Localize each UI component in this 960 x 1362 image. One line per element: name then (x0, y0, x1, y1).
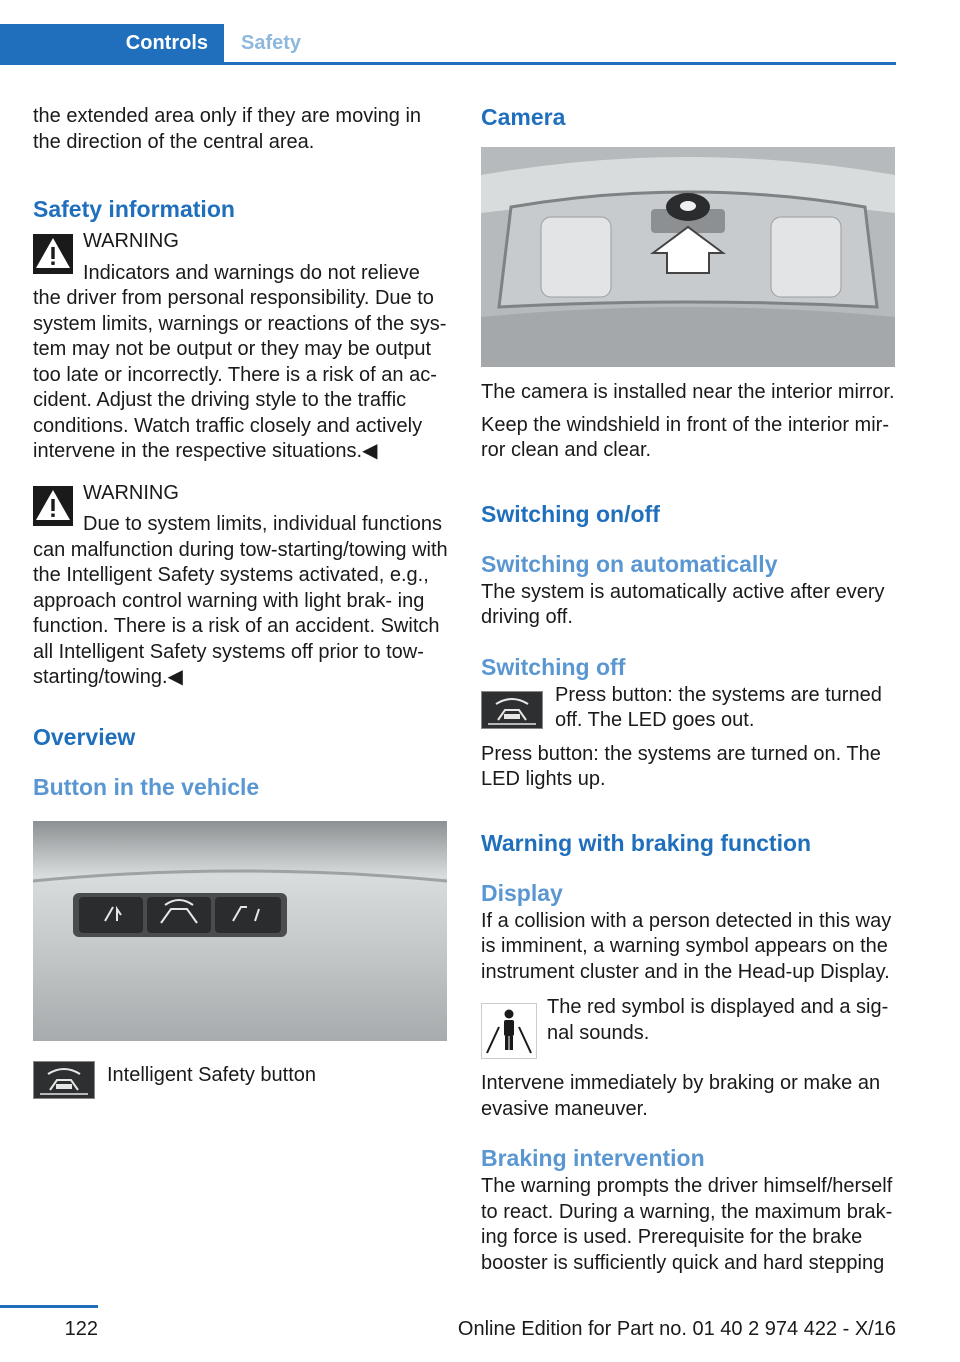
intervene-text: Intervene immediately by braking or make an evasive maneuver. (481, 1072, 881, 1120)
warning-2-title: WARNING (83, 481, 179, 504)
left-column (33, 100, 449, 1101)
braking-intervention-text: The warning prompts the driver himself/herself to react. During a warning, the maximum brak‐ ing force is used. Prerequisite for the brake booster is sufficiently quick and hard stepping (481, 1175, 893, 1274)
tab-controls[interactable]: Controls (0, 24, 224, 62)
braking-intervention-heading: Braking intervention (481, 1145, 705, 1171)
right-column (481, 100, 897, 1276)
switching-on-text: Press button: the systems are turned on. The LED lights up. (481, 742, 881, 790)
camera-heading: Camera (481, 104, 566, 130)
warning-block-2 (33, 481, 449, 691)
red-symbol-text: The red symbol is displayed and a sig‐ nal sounds. (547, 996, 889, 1044)
switching-heading: Switching on/off (481, 500, 660, 527)
warning-block-1 (33, 229, 449, 465)
display-text: If a collision with a person detected in this way is imminent, a warning symbol appears on the instrument cluster and in the Head-up Display. (481, 909, 892, 983)
switching-off-heading: Switching off (481, 653, 626, 680)
warning-1-text: Indicators and warnings do not relieve the driver from personal responsibility. Due to system limits, warnings or reactions of the sys‐ tem may not be output or they may be output too late or incorrectly. There is a risk of an ac‐ cident. Adjust the driving style to the traffic conditions. Watch traffic closely and actively intervene in the respective situations.◀ (33, 261, 447, 462)
red-symbol-row (481, 995, 897, 1055)
button-in-vehicle-heading: Button in the vehicle (33, 773, 260, 800)
button-panel-photo (33, 821, 447, 1041)
intelligent-safety-button-icon (33, 1061, 95, 1099)
switching-on-auto-heading: Switching on automatically (481, 550, 778, 577)
intelligent-safety-button-row (33, 1061, 449, 1101)
warning-triangle-icon (33, 234, 73, 274)
pedestrian-warning-icon (481, 1003, 537, 1059)
warning-1-title: WARNING (83, 230, 179, 252)
footer-rule (0, 1305, 98, 1308)
warning-braking-heading: Warning with braking function (481, 829, 812, 856)
overview-heading: Overview (33, 723, 136, 750)
edition-text: Online Edition for Part no. 01 40 2 974 422 - X/16 (457, 1318, 896, 1340)
safety-information-heading: Safety information (33, 196, 235, 222)
page-number: 122 (64, 1318, 98, 1340)
warning-2-text: Due to system limits, individual functions can malfunction during tow-starting/towing with the Intelligent Safety systems activated, e.g., approach control warning with light brak‐ ing function. There is a risk of an accident. Switch all Intelligent Safety systems off prior to tow-starting/towing.◀ (33, 513, 448, 688)
switching-on-auto-text: The system is automatically active after every driving off. (481, 580, 885, 628)
camera-location-text: The camera is installed near the interior mirror. (481, 381, 895, 403)
display-heading: Display (481, 879, 563, 906)
intelligent-safety-caption: Intelligent Safety button (107, 1063, 317, 1086)
warning-triangle-icon (33, 486, 73, 526)
intelligent-safety-button-icon (481, 691, 543, 729)
tab-safety[interactable]: Safety (241, 32, 302, 54)
switching-off-row (481, 683, 897, 734)
camera-windshield-photo (481, 147, 895, 367)
camera-keep-clear-text: Keep the windshield in front of the interior mir‐ ror clean and clear. (481, 413, 889, 461)
switching-off-text: Press button: the systems are turned off. The LED goes out. (555, 683, 882, 731)
header-tab-bar (0, 24, 896, 65)
intro-paragraph: the extended area only if they are moving in the direction of the central area. (33, 105, 422, 153)
